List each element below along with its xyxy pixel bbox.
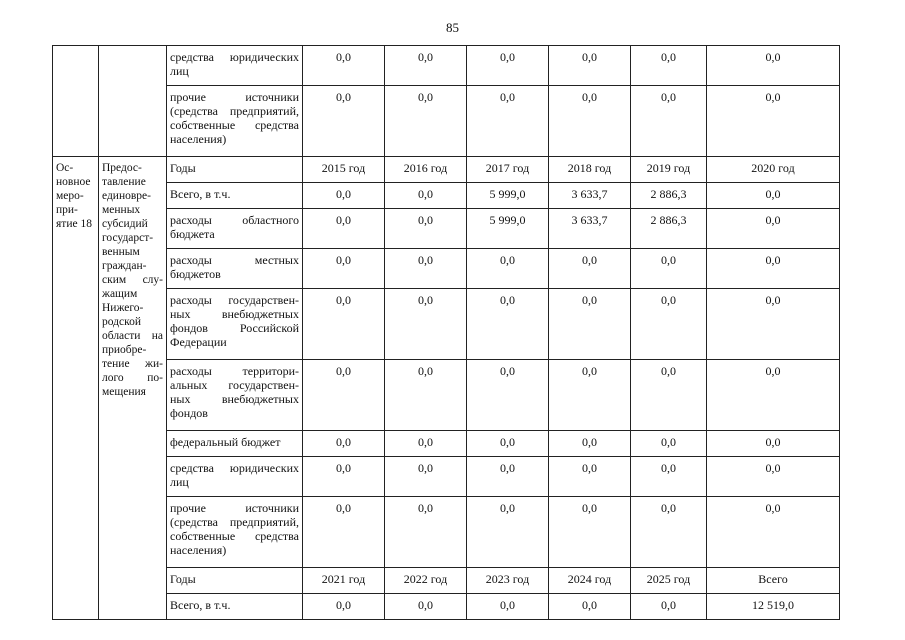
value-cell: 0,0 xyxy=(467,249,549,289)
years-label: Годы xyxy=(167,568,303,594)
value-cell: 0,0 xyxy=(385,183,467,209)
value-cell: 0,0 xyxy=(707,209,840,249)
page-number: 85 xyxy=(446,20,459,35)
value-cell: 0,0 xyxy=(467,431,549,457)
value-cell: 0,0 xyxy=(385,86,467,157)
value-cell: 0,0 xyxy=(631,497,707,568)
row-description: Всего, в т.ч. xyxy=(167,594,303,620)
value-cell: 0,0 xyxy=(631,360,707,431)
table-row xyxy=(53,46,840,86)
value-cell: 3 633,7 xyxy=(549,209,631,249)
year-header: 2022 год xyxy=(385,568,467,594)
year-header: 2023 год xyxy=(467,568,549,594)
value-cell: 2 886,3 xyxy=(631,209,707,249)
value-cell: 0,0 xyxy=(303,209,385,249)
value-cell: 0,0 xyxy=(631,457,707,497)
value-cell: 0,0 xyxy=(385,46,467,86)
value-cell: 0,0 xyxy=(385,209,467,249)
year-header: 2018 год xyxy=(549,157,631,183)
year-header: 2016 год xyxy=(385,157,467,183)
value-cell: 0,0 xyxy=(385,594,467,620)
value-cell: 0,0 xyxy=(467,457,549,497)
value-cell: 0,0 xyxy=(707,360,840,431)
value-cell: 0,0 xyxy=(631,431,707,457)
value-cell: 5 999,0 xyxy=(467,183,549,209)
value-cell: 0,0 xyxy=(303,249,385,289)
value-cell: 0,0 xyxy=(707,289,840,360)
table-row xyxy=(53,249,840,289)
value-cell: 0,0 xyxy=(707,497,840,568)
value-cell: 0,0 xyxy=(549,431,631,457)
value-cell: 0,0 xyxy=(467,289,549,360)
row-description: Всего, в т.ч. xyxy=(167,183,303,209)
value-cell: 0,0 xyxy=(303,594,385,620)
value-cell: 0,0 xyxy=(631,249,707,289)
table-row xyxy=(53,289,840,360)
value-cell: 0,0 xyxy=(707,457,840,497)
year-header: 2019 год xyxy=(631,157,707,183)
value-cell: 0,0 xyxy=(549,46,631,86)
row-description: средства юридических лиц xyxy=(167,457,303,497)
value-cell: 0,0 xyxy=(385,289,467,360)
value-cell: 0,0 xyxy=(303,46,385,86)
table-row xyxy=(53,497,840,568)
row-description: прочие источники (средства предприятий, собственные средства населения) xyxy=(167,497,303,568)
row-description: расходы местных бюджетов xyxy=(167,249,303,289)
value-cell: 0,0 xyxy=(631,289,707,360)
row-description: средства юридических лиц xyxy=(167,46,303,86)
value-cell: 3 633,7 xyxy=(549,183,631,209)
value-cell: 0,0 xyxy=(467,497,549,568)
row-description: федеральный бюджет xyxy=(167,431,303,457)
value-cell: 0,0 xyxy=(303,183,385,209)
value-cell: 0,0 xyxy=(707,86,840,157)
value-cell: 0,0 xyxy=(631,594,707,620)
year-header: 2020 год xyxy=(707,157,840,183)
table-row xyxy=(53,594,840,620)
value-cell: 0,0 xyxy=(303,289,385,360)
value-cell: 0,0 xyxy=(303,457,385,497)
value-cell: 0,0 xyxy=(549,497,631,568)
table-row xyxy=(53,431,840,457)
value-cell: 0,0 xyxy=(385,360,467,431)
table-row xyxy=(53,360,840,431)
year-header: 2015 год xyxy=(303,157,385,183)
years-label: Годы xyxy=(167,157,303,183)
table-row xyxy=(53,457,840,497)
value-cell: 0,0 xyxy=(385,497,467,568)
value-cell: 0,0 xyxy=(303,86,385,157)
measure-description-cell: Предос- тавление единовре- менных субсидий государст- венным граждан- ским слу- жащим Нижего- родской области на приобре- тение жи- лого по- мещения xyxy=(99,157,167,620)
row-description: расходы государствен- ных внебюджетных фондов Российской Федерации xyxy=(167,289,303,360)
years-header-row xyxy=(53,157,840,183)
years-header-row xyxy=(53,568,840,594)
row-description: расходы областного бюджета xyxy=(167,209,303,249)
value-cell: 0,0 xyxy=(385,431,467,457)
value-cell: 2 886,3 xyxy=(631,183,707,209)
value-cell: 0,0 xyxy=(549,594,631,620)
year-header: 2021 год xyxy=(303,568,385,594)
value-cell: 0,0 xyxy=(549,360,631,431)
table-row xyxy=(53,86,840,157)
budget-table xyxy=(52,45,840,620)
value-cell: 0,0 xyxy=(467,46,549,86)
value-cell: 0,0 xyxy=(549,249,631,289)
value-cell: 0,0 xyxy=(467,360,549,431)
row-description: прочие источники (средства предприятий, собственные средства населения) xyxy=(167,86,303,157)
value-cell: 0,0 xyxy=(385,457,467,497)
value-cell: 0,0 xyxy=(549,86,631,157)
value-cell: 0,0 xyxy=(385,249,467,289)
table-row xyxy=(53,209,840,249)
value-cell: 12 519,0 xyxy=(707,594,840,620)
value-cell: 0,0 xyxy=(467,594,549,620)
value-cell: 0,0 xyxy=(303,497,385,568)
year-header: 2017 год xyxy=(467,157,549,183)
measure-description-cell-prev xyxy=(99,46,167,157)
row-description: расходы территори- альных государствен- ных внебюджетных фондов xyxy=(167,360,303,431)
value-cell: 0,0 xyxy=(549,457,631,497)
value-cell: 0,0 xyxy=(707,431,840,457)
value-cell: 0,0 xyxy=(467,86,549,157)
value-cell: 0,0 xyxy=(707,46,840,86)
value-cell: 0,0 xyxy=(303,360,385,431)
table-row xyxy=(53,183,840,209)
value-cell: 0,0 xyxy=(631,46,707,86)
value-cell: 0,0 xyxy=(549,289,631,360)
measure-number-cell-prev xyxy=(53,46,99,157)
measure-number-cell: Ос- новное меро- при- ятие 18 xyxy=(53,157,99,620)
value-cell: 0,0 xyxy=(707,183,840,209)
value-cell: 5 999,0 xyxy=(467,209,549,249)
value-cell: 0,0 xyxy=(707,249,840,289)
value-cell: 0,0 xyxy=(303,431,385,457)
value-cell: 0,0 xyxy=(631,86,707,157)
year-header: 2024 год xyxy=(549,568,631,594)
year-header: Всего xyxy=(707,568,840,594)
year-header: 2025 год xyxy=(631,568,707,594)
